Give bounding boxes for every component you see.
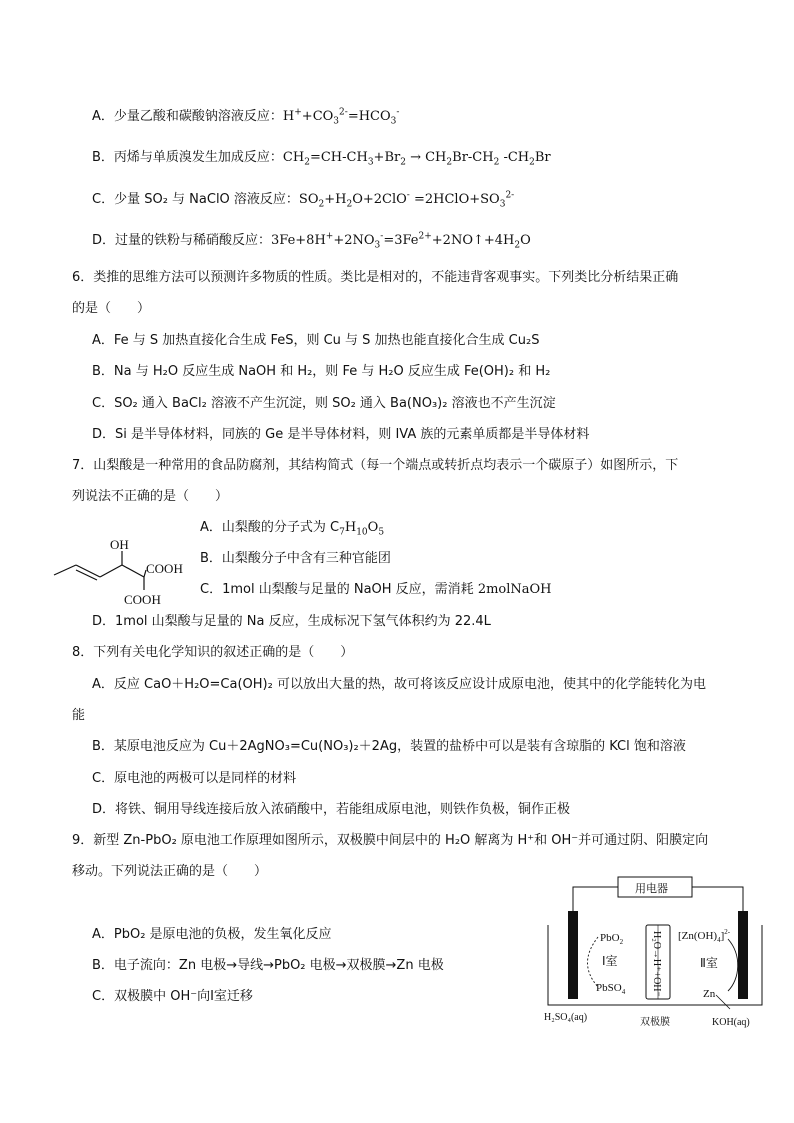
pbo2-electrode (568, 911, 578, 999)
q7-stem: 7．山梨酸是一种常用的食品防腐剂，其结构简式（每一个端点或转折点均表示一个碳原子）如图所示，下 (72, 458, 679, 473)
membrane-reaction: H₂O→H⁺+OH⁻ (651, 931, 662, 997)
option-label: B．丙烯与单质溴发生加成反应： (92, 150, 283, 165)
room1-label: Ⅰ室 (602, 954, 618, 968)
q7-option-c: C．1mol 山梨酸与足量的 NaOH 反应，需消耗 2molNaOH (200, 582, 552, 597)
option-label: D．过量的铁粉与稀硝酸反应： (92, 233, 272, 248)
formula: $3Fe+8H^++2NO_3^-=3Fe^{2+}+2NO↑+4H_2O$ (271, 231, 531, 251)
q6-option-b: B．Na 与 H₂O 反应生成 NaOH 和 H₂，则 Fe 与 H₂O 反应生成 Fe(OH)₂ 和 H₂ (92, 364, 551, 379)
q6-stem-cont: 的是（ ） (72, 301, 151, 316)
zn-label: Zn (703, 988, 716, 1000)
q9-option-c: C．双极膜中 OH⁻向Ⅰ室迁移 (92, 989, 253, 1004)
bipolar-label: 双极膜 (640, 1017, 670, 1028)
q9-stem: 9．新型 Zn-PbO₂ 原电池工作原理如图所示，双极膜中间层中的 H₂O 解离为 H⁺和 OH⁻并可通过阴、阳膜定向 (72, 833, 709, 848)
q8-option-a: A．反应 CaO＋H₂O=Ca(OH)₂ 可以放出大量的热，故可将该反应设计成原电池，使其中的化学能转化为电 (92, 677, 706, 692)
formula: $H^++CO_3^{2-}=HCO_3^-$ (282, 107, 400, 127)
q7-option-a: A．山梨酸的分子式为 $C_7H_{10}O_5$ (200, 520, 385, 538)
q5-option-a (92, 107, 399, 127)
q8-stem: 8．下列有关电化学知识的叙述正确的是（ ） (72, 645, 354, 660)
koh-label: KOH(aq) (712, 1017, 750, 1028)
q5-option-c (92, 190, 514, 210)
device-label: 用电器 (635, 883, 668, 895)
q6-option-c: C．SO₂ 通入 BaCl₂ 溶液不产生沉淀，则 SO₂ 通入 Ba(NO₃)₂ 溶液也不产生沉淀 (92, 396, 556, 411)
formula: $CH_2=CH-CH_3+Br_2 \to CH_2Br-CH_2$ $-CH_2Br$ (282, 150, 551, 168)
q6-option-d: D．Si 是半导体材料，同族的 Ge 是半导体材料，则 IVA 族的元素单质都是半导体材料 (92, 427, 590, 442)
carboxyl-label-2: COOH (124, 592, 161, 607)
q9-stem-cont: 移动。下列说法正确的是（ ） (72, 864, 268, 879)
q9-option-a: A．PbO₂ 是原电池的负极，发生氧化反应 (92, 927, 332, 942)
option-label: C．少量 SO₂ 与 NaClO 溶液反应： (92, 192, 299, 207)
q7-option-b: B．山梨酸分子中含有三种官能团 (200, 551, 391, 566)
hydroxyl-label: OH (110, 537, 129, 552)
q7-option-d: D．1mol 山梨酸与足量的 Na 反应，生成标况下氢气体积约为 22.4L (92, 614, 491, 629)
pbso4-label: PbSO$_4$ (596, 982, 626, 996)
q8-option-c: C．原电池的两极可以是同样的材料 (92, 771, 297, 786)
carboxyl-label-1: COOH (146, 561, 183, 576)
room2-label: Ⅱ室 (700, 956, 718, 970)
q7-stem-cont: 列说法不正确的是（ ） (72, 489, 229, 504)
q9-option-b: B．电子流向：Zn 电极→导线→PbO₂ 电极→双极膜→Zn 电极 (92, 958, 444, 973)
q5-option-d (92, 231, 531, 251)
formula: $SO_2+H_2O+2ClO^-$ $=2HClO+SO_3^{2-}$ (298, 190, 515, 210)
zn-electrode (738, 911, 748, 999)
q8-option-d: D．将铁、铜用导线连接后放入浓硝酸中，若能组成原电池，则铁作负极，铜作正极 (92, 802, 571, 817)
option-label: A．少量乙酸和碳酸钠溶液反应： (92, 109, 283, 124)
zincate-label: $[Zn(OH)_4]^{2-}$ (678, 928, 731, 944)
q8-option-b: B．某原电池反应为 Cu＋2AgNO₃=Cu(NO₃)₂＋2Ag，装置的盐桥中可以是装有含琼脂的 KCl 饱和溶液 (92, 739, 686, 754)
pbo2-label: PbO$_2$ (600, 932, 624, 946)
q5-option-b (92, 148, 551, 168)
q8-option-a-cont: 能 (72, 708, 86, 723)
sorbic-acid-structure (50, 535, 200, 610)
h2so4-label: H₂SO₄(aq) (544, 1012, 588, 1023)
q6-option-a: A．Fe 与 S 加热直接化合生成 FeS，则 Cu 与 S 加热也能直接化合生成 Cu₂S (92, 333, 540, 348)
battery-diagram (540, 875, 770, 1030)
q6-stem: 6．类推的思维方法可以预测许多物质的性质。类比是相对的，不能违背客观事实。下列类比分析结果正确 (72, 270, 679, 285)
